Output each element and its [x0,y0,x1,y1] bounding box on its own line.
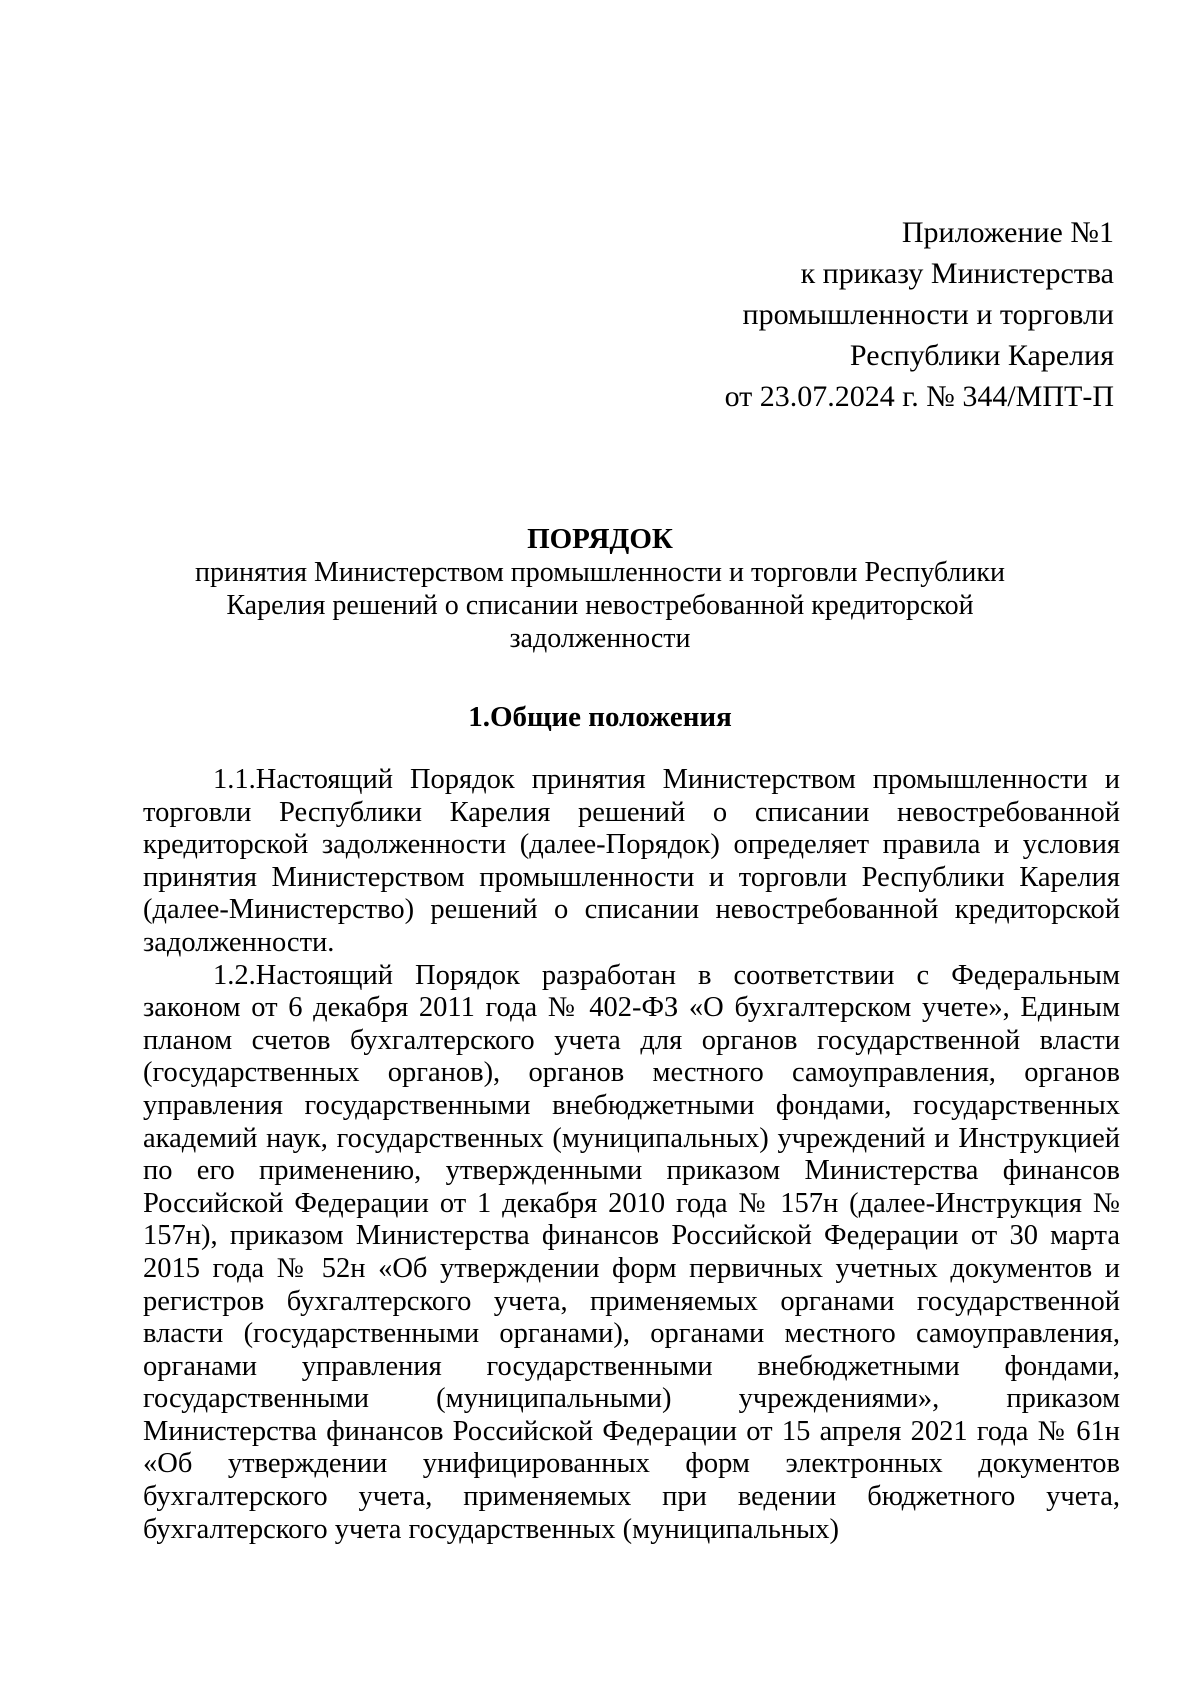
document-subtitle-line-2: Карелия решений о списании невостребованной кредиторской [226,590,974,621]
appendix-block [554,212,1114,417]
paragraph-1-2: 1.2.Настоящий Порядок разработан в соответствии с Федеральным законом от 6 декабря 2011 года № 402-ФЗ «О бухгалтерском учете», Единым планом счетов бухгалтерского учета для органов государственной власти (государственных органов), органов местного самоуправления, органов управления государственными внебюджетными фондами, государственных академий наук, государственных (муниципальных) учреждений и Инструкцией по его применению, утвержденными приказом Министерства финансов Российской Федерации от 1 декабря 2010 года № 157н (далее-Инструкция № 157н), приказом Министерства финансов Российской Федерации от 30 марта 2015 года № 52н «Об утверждении форм первичных учетных документов и регистров бухгалтерского учета, применяемых органами государственной власти (государственными органами), органами местного самоуправления, органами управления государственными внебюджетными фондами, государственными (муниципальными) учреждениями», приказом Министерства финансов Российской Федерации от 15 апреля 2021 года № 61н «Об утверждении унифицированных форм электронных документов бухгалтерского учета, применяемых при ведении бюджетного учета, бухгалтерского учета государственных (муниципальных) [143,959,1120,1545]
appendix-order-ref: к приказу Министерства [800,257,1114,290]
document-title-block [140,522,1060,655]
document-subtitle-line-3: задолженности [509,623,691,654]
appendix-order-date: от 23.07.2024 г. № 344/МПТ-П [724,380,1114,413]
appendix-region-line: Республики Карелия [849,339,1114,372]
section-body [143,764,1120,1546]
paragraph-1-1: 1.1.Настоящий Порядок принятия Министерством промышленности и торговли Республики Карелия решений о списании невостребованной кредиторской задолженности (далее-Порядок) определяет правила и условия принятия Министерством промышленности и торговли Республики Карелия (далее-Министерство) решений о списании невостребованной кредиторской задолженности. [143,764,1120,958]
appendix-number: Приложение №1 [901,216,1114,249]
section-heading: 1.Общие положения [468,701,732,733]
document-subtitle-line-1: принятия Министерством промышленности и торговли Республики [195,557,1005,588]
document-title: ПОРЯДОК [527,523,673,555]
appendix-ministry-line: промышленности и торговли [742,298,1114,331]
